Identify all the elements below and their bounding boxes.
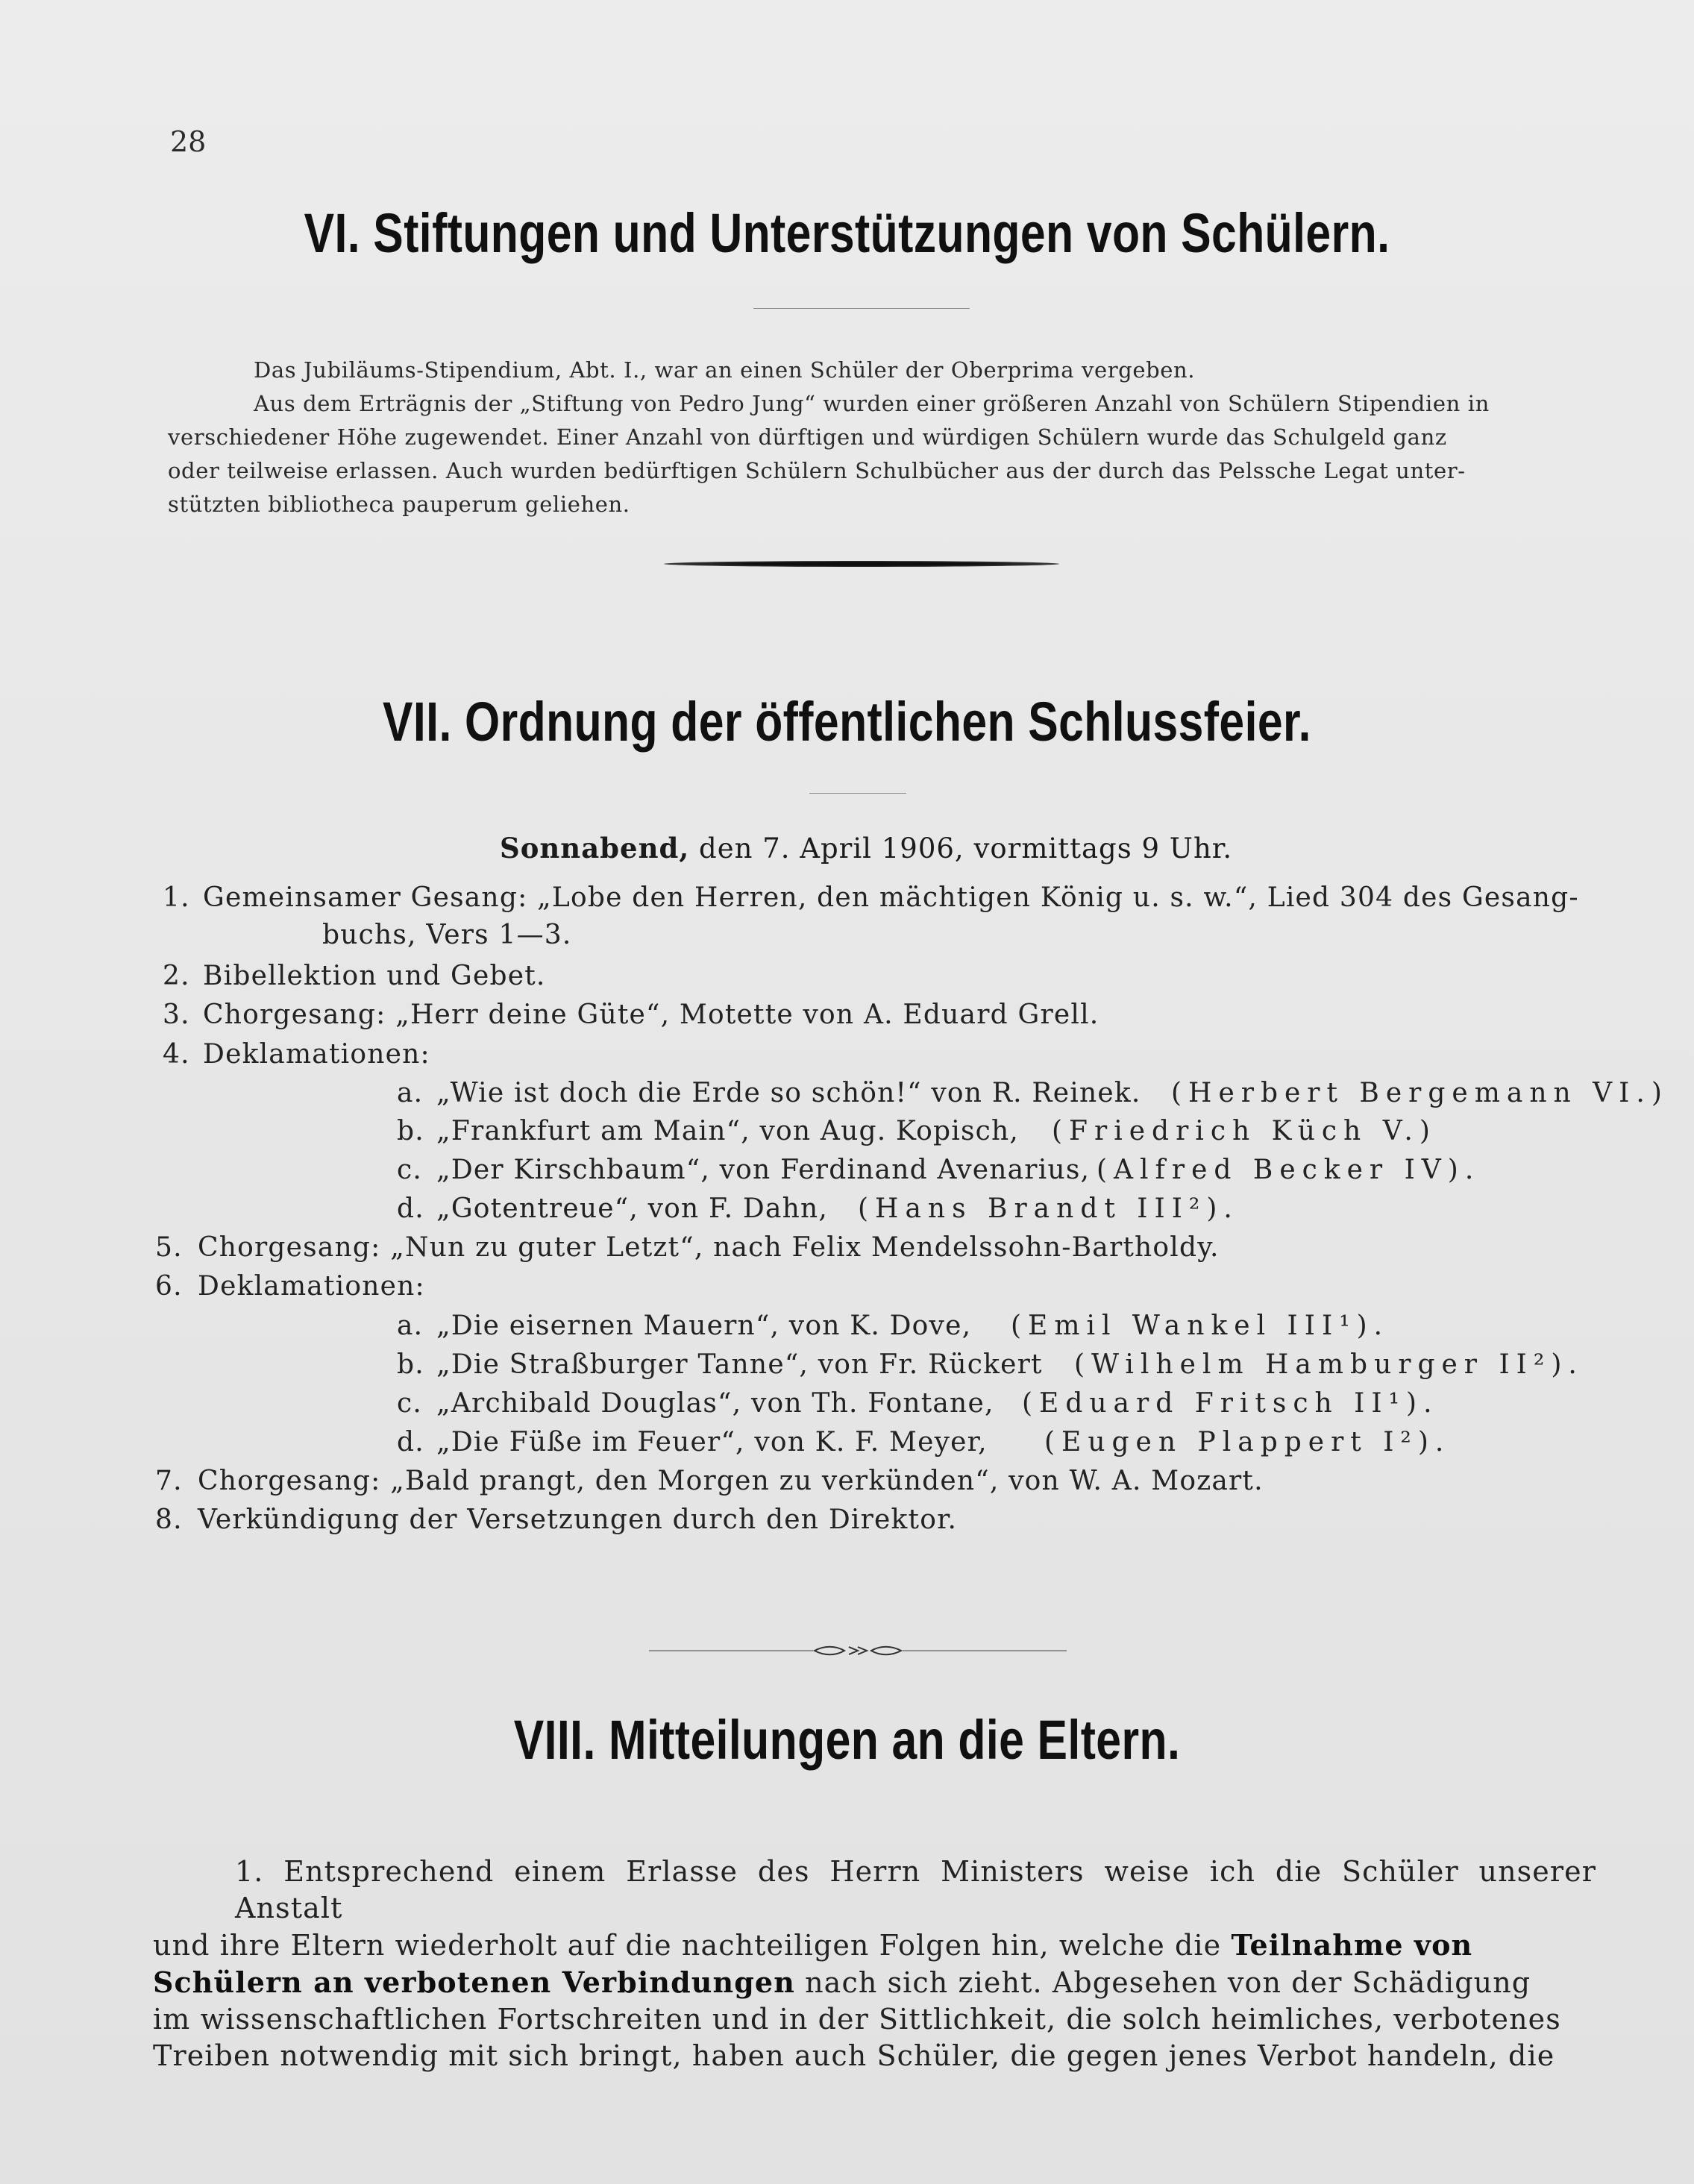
event-date-line (500, 832, 1232, 865)
item-letter: a. (397, 1311, 424, 1341)
item-text: Deklamationen: (198, 1271, 425, 1302)
section-divider (664, 561, 1059, 567)
paragraph-line: verschiedener Höhe zugewendet. Einer Anzahl von dürftigen und würdigen Schülern wurde das Schulgeld ganz (168, 424, 1447, 450)
item-text: „Wie ist doch die Erde so schön!“ von R. Reinek. (436, 1078, 1141, 1108)
emphasis-text: Teilnahme von (1231, 1928, 1473, 1962)
performer-name: (Alfred Becker IV). (1097, 1155, 1481, 1185)
paragraph-line: Aus dem Erträgnis der „Stiftung von Pedro Jung“ wurden einer größeren Anzahl von Schülern Stipendien in (254, 391, 1490, 416)
performer-name: (Friedrich Küch V.) (1052, 1116, 1437, 1146)
section-8-paragraph (153, 1854, 1596, 2074)
paragraph-line (153, 1964, 1596, 2001)
item-number: 6. (155, 1271, 183, 1302)
paragraph-line (153, 1927, 1596, 1964)
item-text: „Die Füße im Feuer“, von K. F. Meyer, (436, 1427, 988, 1457)
page-number: 28 (170, 125, 207, 158)
event-day: Sonnabend, (500, 832, 690, 865)
item-letter: c. (397, 1155, 423, 1185)
section-6-title: VI. Stiftungen und Unterstützungen von Schülern. (304, 202, 1390, 264)
item-text: Chorgesang: „Herr deine Güte“, Motette von A. Eduard Grell. (203, 1000, 1099, 1030)
paragraph-text: nach sich zieht. Abgesehen von der Schädigung (805, 1966, 1531, 1999)
title-underline (809, 793, 906, 794)
title-underline (753, 308, 970, 309)
item-number: 4. (163, 1039, 190, 1070)
paragraph-line: stützten bibliotheca pauperum geliehen. (168, 492, 630, 517)
item-text: Bibellektion und Gebet. (203, 961, 546, 991)
item-text: „Gotentreue“, von F. Dahn, (436, 1193, 829, 1224)
performer-name: (Emil Wankel III¹). (1011, 1311, 1390, 1341)
item-letter: d. (397, 1193, 424, 1224)
item-letter: b. (397, 1116, 424, 1146)
performer-name: (Herbert Bergemann VI.) (1171, 1078, 1669, 1108)
paragraph-line: 1. Entsprechend einem Erlasse des Herrn Ministers weise ich die Schüler unserer Anstalt (235, 1855, 1596, 1924)
performer-name: (Eugen Plappert I²). (1044, 1427, 1451, 1457)
paragraph-line: im wissenschaftlichen Fortschreiten und in der Sittlichkeit, die solch heimliches, verbotenes (153, 2003, 1561, 2036)
item-text: „Die Straßburger Tanne“, von Fr. Rückert (436, 1349, 1043, 1380)
item-number: 8. (155, 1504, 183, 1535)
section-7-title: VII. Ordnung der öffentlichen Schlussfeier. (383, 691, 1311, 753)
event-date: den 7. April 1906, vormittags 9 Uhr. (699, 832, 1233, 865)
item-letter: d. (397, 1427, 424, 1457)
item-text: Chorgesang: „Nun zu guter Letzt“, nach Felix Mendelssohn-Bartholdy. (198, 1232, 1220, 1263)
item-text: Verkündigung der Versetzungen durch den Direktor. (198, 1504, 958, 1535)
item-number: 5. (155, 1232, 183, 1263)
performer-name: (Hans Brandt III²). (858, 1193, 1239, 1224)
paragraph-line: oder teilweise erlassen. Auch wurden bedürftigen Schülern Schulbücher aus der durch das Pelssche Legat unter- (168, 458, 1466, 483)
item-text: Deklamationen: (203, 1039, 430, 1070)
paragraph-line: Treiben notwendig mit sich bringt, haben auch Schüler, die gegen jenes Verbot handeln, die (153, 2039, 1555, 2072)
item-text: „Die eisernen Mauern“, von K. Dove, (436, 1311, 972, 1341)
item-letter: a. (397, 1078, 424, 1108)
item-text: „Der Kirschbaum“, von Ferdinand Avenarius, (436, 1155, 1091, 1185)
item-text: „Frankfurt am Main“, von Aug. Kopisch, (436, 1116, 1020, 1146)
section-8-title: VIII. Mitteilungen an die Eltern. (513, 1709, 1181, 1771)
item-number: 2. (163, 961, 190, 991)
item-text: Gemeinsamer Gesang: „Lobe den Herren, den mächtigen König u. s. w.“, Lied 304 des Gesang- (203, 882, 1579, 913)
performer-name: (Eduard Fritsch II¹). (1022, 1388, 1439, 1419)
item-letter: b. (397, 1349, 424, 1380)
section-6-paragraph (168, 354, 1615, 521)
item-number: 1. (163, 882, 190, 913)
paragraph-line: Das Jubiläums-Stipendium, Abt. I., war an einen Schüler der Oberprima vergeben. (254, 357, 1196, 383)
item-number: 3. (163, 1000, 190, 1030)
item-text: „Archibald Douglas“, von Th. Fontane, (436, 1388, 994, 1419)
paragraph-text: und ihre Eltern wiederholt auf die nachteiligen Folgen hin, welche die (153, 1929, 1222, 1962)
performer-name: (Wilhelm Hamburger II²). (1074, 1349, 1584, 1380)
item-text: Chorgesang: „Bald prangt, den Morgen zu verkünden“, von W. A. Mozart. (198, 1466, 1264, 1496)
item-letter: c. (397, 1388, 423, 1419)
item-text: buchs, Vers 1—3. (322, 920, 572, 950)
item-number: 7. (155, 1466, 183, 1496)
ornament-divider (649, 1639, 1067, 1662)
emphasis-text: Schülern an verbotenen Verbindungen (153, 1965, 795, 1999)
